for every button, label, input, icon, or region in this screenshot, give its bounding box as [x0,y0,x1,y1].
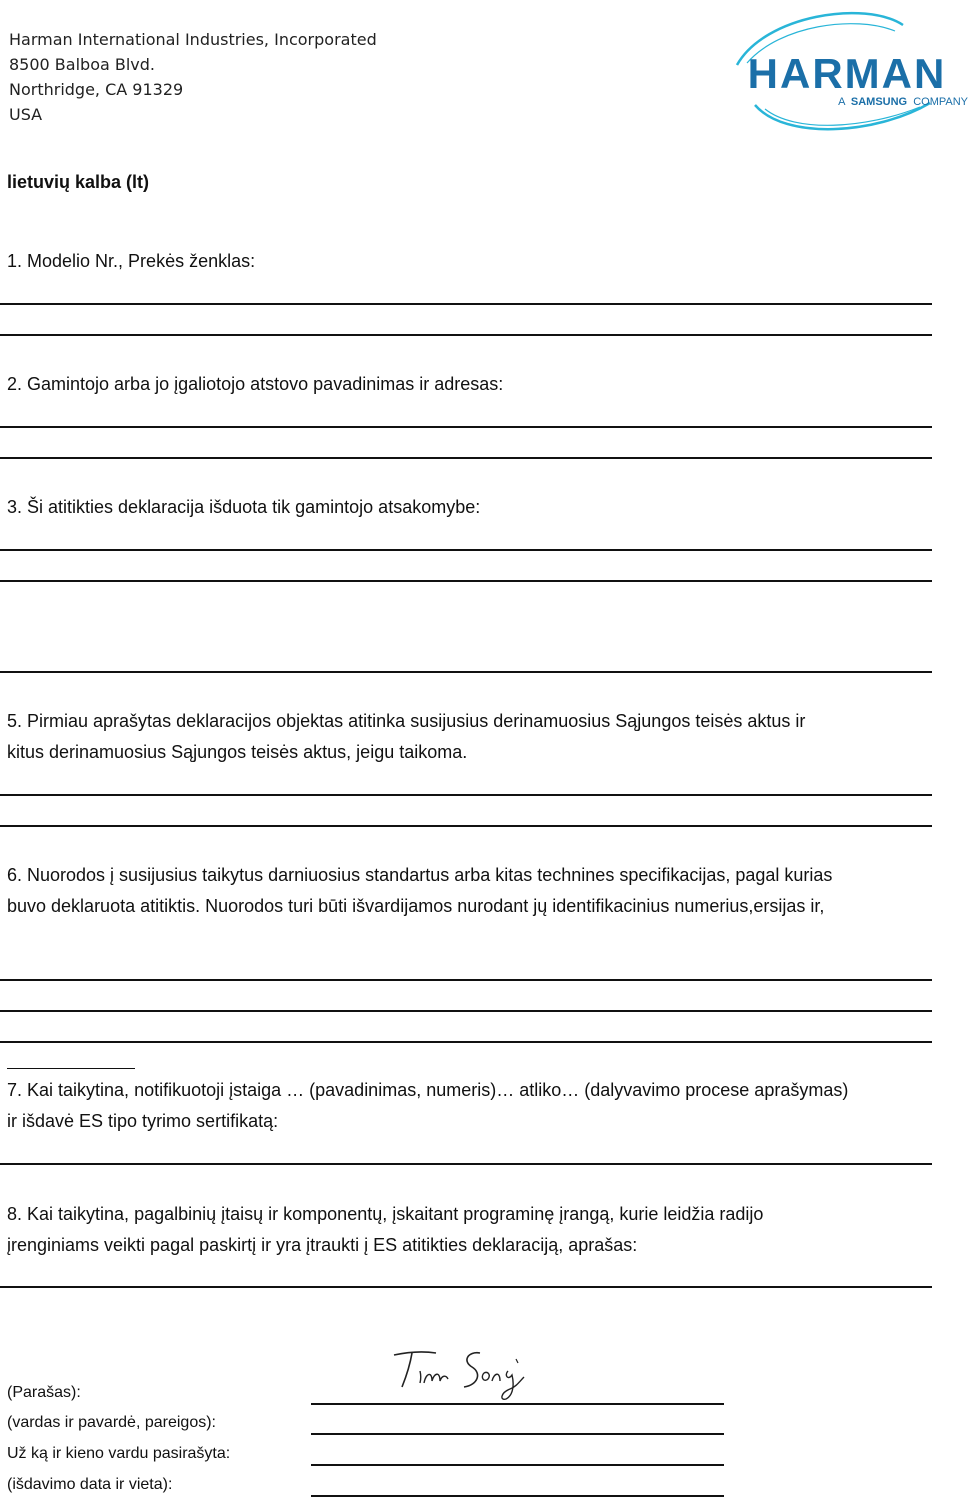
item-1-line-1 [0,303,932,305]
signature-line [311,1403,724,1405]
logo-swoosh-bottom-inner [765,107,920,125]
handwritten-signature [388,1347,538,1403]
logo-tagline-suffix: COMPANY [913,96,968,108]
logo-tagline-prefix: A [838,96,845,108]
company-country: USA [9,105,43,124]
item-5-rule-1 [0,794,932,796]
item-7-line-2: ir išdavė ES tipo tyrimo sertifikatą: [7,1111,279,1131]
item-5-line-2: kitus derinamuosius Sąjungos teisės aktus, jeigu taikoma. [7,742,468,762]
item-5-rule-2 [0,825,932,827]
date-place-label: (išdavimo data ir vieta): [7,1476,173,1493]
item-7-rule [0,1163,932,1165]
item-2-line-2 [0,457,932,459]
item-4-line [0,671,932,673]
item-8-line-2: įrenginiams veikti pagal paskirtį ir yra įtraukti į ES atitikties deklaraciją, aprašas: [7,1235,638,1255]
item-3-line-2 [0,580,932,582]
logo-wordmark: HARMAN [747,50,947,97]
language-heading: lietuvių kalba (lt) [7,172,150,192]
company-street: 8500 Balboa Blvd. [9,55,155,74]
item-1-line-2 [0,334,932,336]
item-8-rule [0,1286,932,1288]
logo-tagline [838,96,969,108]
company-name: Harman International Industries, Incorporated [9,30,377,49]
name-title-line [311,1433,724,1435]
item-8-line-1: 8. Kai taikytina, pagalbinių įtaisų ir komponentų, įskaitant programinę įrangą, kurie leidžia radijo [7,1204,764,1224]
item-7-line-1: 7. Kai taikytina, notifikuotoji įstaiga … (pavadinimas, numeris)… atliko… (dalyvavimo procese aprašymas) [7,1080,849,1100]
item-6-rule-1 [0,979,932,981]
on-behalf-line [311,1464,724,1466]
item-6-line-2: buvo deklaruota atitiktis. Nuorodos turi būti išvardijamos nurodant jų identifikacinius numerius,ersijas ir, [7,896,825,916]
signature-label: (Parašas): [7,1384,81,1401]
harman-logo [725,5,970,133]
item-3-label: 3. Ši atitikties deklaracija išduota tik gamintojo atsakomybe: [7,497,481,517]
item-2-label: 2. Gamintojo arba jo įgaliotojo atstovo pavadinimas ir adresas: [7,374,504,394]
name-title-label: (vardas ir pavardė, pareigos): [7,1414,216,1431]
item-3-line-1 [0,549,932,551]
item-5-line-1: 5. Pirmiau aprašytas deklaracijos objektas atitinka susijusius derinamuosius Sąjungos teisės aktus ir [7,711,806,731]
logo-tagline-brand: SAMSUNG [850,96,908,108]
item-6-rule-2 [0,1010,932,1012]
item-2-line-1 [0,426,932,428]
on-behalf-label: Už ką ir kieno vardu pasirašyta: [7,1445,231,1462]
item-6-line-1: 6. Nuorodos į susijusius taikytus darniuosius standartus arba kitas technines specifikacijas, pagal kurias [7,865,833,885]
item-6-rule-3 [0,1041,932,1043]
item-1-label: 1. Modelio Nr., Prekės ženklas: [7,251,256,271]
date-place-line [311,1495,724,1497]
company-address [9,27,377,127]
footnote-separator [7,1068,135,1069]
company-city: Northridge, CA 91329 [9,80,184,99]
